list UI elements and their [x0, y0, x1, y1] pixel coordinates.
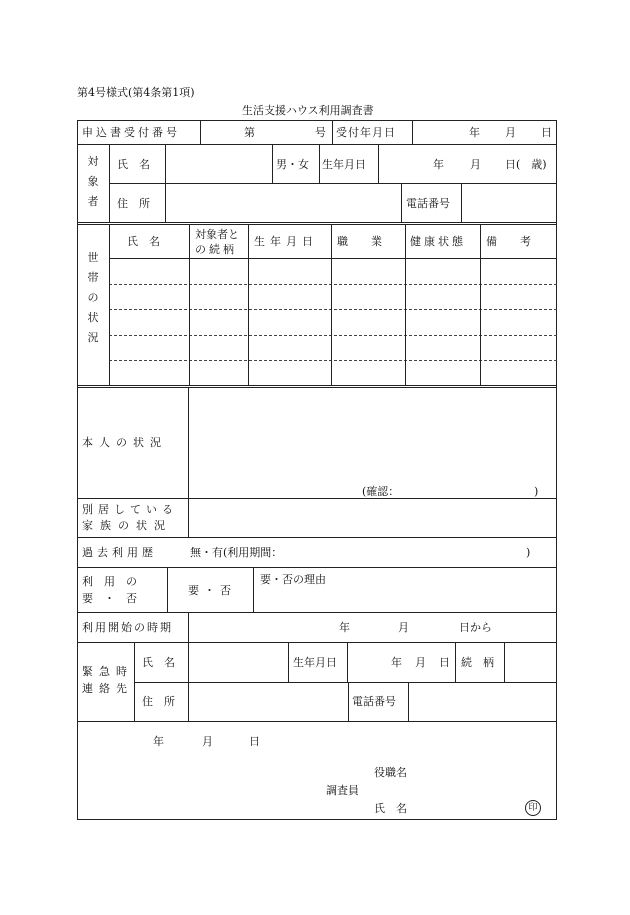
emergency-label-line2: 連絡先	[82, 682, 133, 695]
dashed-divider	[109, 284, 557, 285]
divider	[319, 144, 320, 183]
past-use-value: 無・有(利用期間：	[190, 546, 283, 559]
subject-phone-label: 電話番号	[406, 197, 450, 210]
start-month: 月	[398, 621, 409, 634]
household-header-relation-line2: の続柄	[195, 243, 237, 256]
divider	[332, 120, 333, 144]
divider	[455, 642, 456, 682]
form-frame	[77, 120, 557, 820]
emergency-phone-label: 電話番号	[352, 695, 396, 708]
investigator-label: 調査員	[326, 784, 359, 797]
start-from: 日から	[459, 621, 492, 634]
divider	[109, 183, 557, 184]
footer-year: 年	[153, 735, 164, 748]
double-divider	[77, 385, 557, 388]
subject-birth-month: 月	[470, 158, 481, 171]
divider	[167, 567, 168, 612]
past-use-close: )	[526, 546, 531, 559]
necessity-label-line1: 利 用 の	[82, 575, 137, 588]
divider	[189, 225, 190, 385]
divider	[412, 120, 413, 144]
form-number: 第4号様式(第4条第1項)	[77, 86, 195, 99]
household-header-name: 氏 名	[127, 235, 160, 248]
divider	[109, 258, 557, 259]
necessity-value: 要・否	[188, 584, 236, 597]
footer-month: 月	[202, 735, 213, 748]
emergency-relation-label: 続 柄	[461, 656, 494, 669]
divider	[405, 225, 406, 385]
dashed-divider	[109, 360, 557, 361]
receipt-year: 年	[469, 126, 480, 139]
person-status-label: 本人の状況	[82, 436, 167, 449]
divider	[408, 682, 409, 721]
emergency-name-label: 氏 名	[142, 656, 175, 669]
start-period-label: 利用開始の時期	[82, 621, 173, 634]
household-section-label: 世帯の状況	[87, 251, 99, 344]
divider	[77, 144, 557, 145]
emergency-birth-month: 月	[415, 656, 426, 669]
divider	[109, 144, 110, 222]
emergency-label-line1: 緊急時	[82, 665, 133, 678]
dashed-divider	[109, 309, 557, 310]
emergency-birthdate-label: 生年月日	[293, 656, 337, 669]
divider	[461, 183, 462, 222]
subject-address-label: 住 所	[117, 197, 150, 210]
emergency-address-label: 住 所	[142, 695, 175, 708]
document-title: 生活支援ハウス利用調査書	[242, 104, 374, 117]
divider	[401, 183, 402, 222]
household-header-relation-line1: 対象者と	[195, 228, 239, 241]
double-divider	[77, 222, 557, 225]
receipt-month: 月	[505, 126, 516, 139]
emergency-birth-day: 日	[439, 656, 450, 669]
divider	[253, 567, 254, 612]
confirm-close: )	[534, 485, 539, 498]
footer-day: 日	[249, 735, 260, 748]
number-dai: 第	[244, 126, 255, 139]
household-header-occupation: 職 業	[337, 235, 388, 248]
divider	[378, 144, 379, 183]
start-year: 年	[339, 621, 350, 634]
divider	[77, 537, 557, 538]
subject-birth-day-age: 日( 歳)	[505, 158, 547, 171]
divider	[165, 144, 166, 222]
number-go: 号	[315, 126, 326, 139]
receipt-date-label: 受付年月日	[336, 126, 396, 139]
application-number-label: 申込書受付番号	[82, 126, 180, 139]
necessity-reason-label: 要・否の理由	[260, 573, 326, 586]
subject-section-label: 対象者	[87, 155, 99, 208]
divider	[134, 682, 557, 683]
divider	[347, 642, 348, 682]
divider	[348, 682, 349, 721]
divider	[331, 225, 332, 385]
family-apart-label-line2: 家族の状況	[82, 519, 172, 532]
divider	[77, 721, 557, 722]
divider	[77, 642, 557, 643]
past-use-label: 過去利用歴	[82, 546, 157, 559]
divider	[134, 642, 135, 721]
emergency-birth-year: 年	[391, 656, 402, 669]
divider	[77, 567, 557, 568]
divider	[272, 144, 273, 183]
subject-birthdate-label: 生年月日	[322, 158, 366, 171]
dashed-divider	[109, 335, 557, 336]
subject-name-label: 氏 名	[117, 158, 150, 171]
divider	[480, 225, 481, 385]
seal-mark: 印	[525, 800, 541, 816]
divider	[188, 388, 189, 537]
receipt-day: 日	[541, 126, 552, 139]
divider	[188, 612, 189, 642]
family-apart-label-line1: 別居している	[82, 503, 178, 516]
investigator-name-label: 氏 名	[374, 802, 407, 815]
subject-birth-year: 年	[433, 158, 444, 171]
divider	[109, 225, 110, 385]
divider	[248, 225, 249, 385]
divider	[504, 642, 505, 682]
divider	[200, 120, 201, 144]
divider	[188, 642, 189, 721]
divider	[288, 642, 289, 682]
household-header-birthdate: 生年月日	[254, 235, 318, 248]
divider	[77, 612, 557, 613]
position-label: 役職名	[374, 766, 407, 779]
divider	[77, 498, 557, 499]
household-header-remarks: 備 考	[486, 235, 537, 248]
household-header-health: 健康状態	[410, 235, 466, 248]
gender-options: 男・女	[276, 158, 309, 171]
necessity-label-line2: 要 ・ 否	[82, 592, 137, 605]
confirm-open: (確認：	[362, 485, 400, 498]
